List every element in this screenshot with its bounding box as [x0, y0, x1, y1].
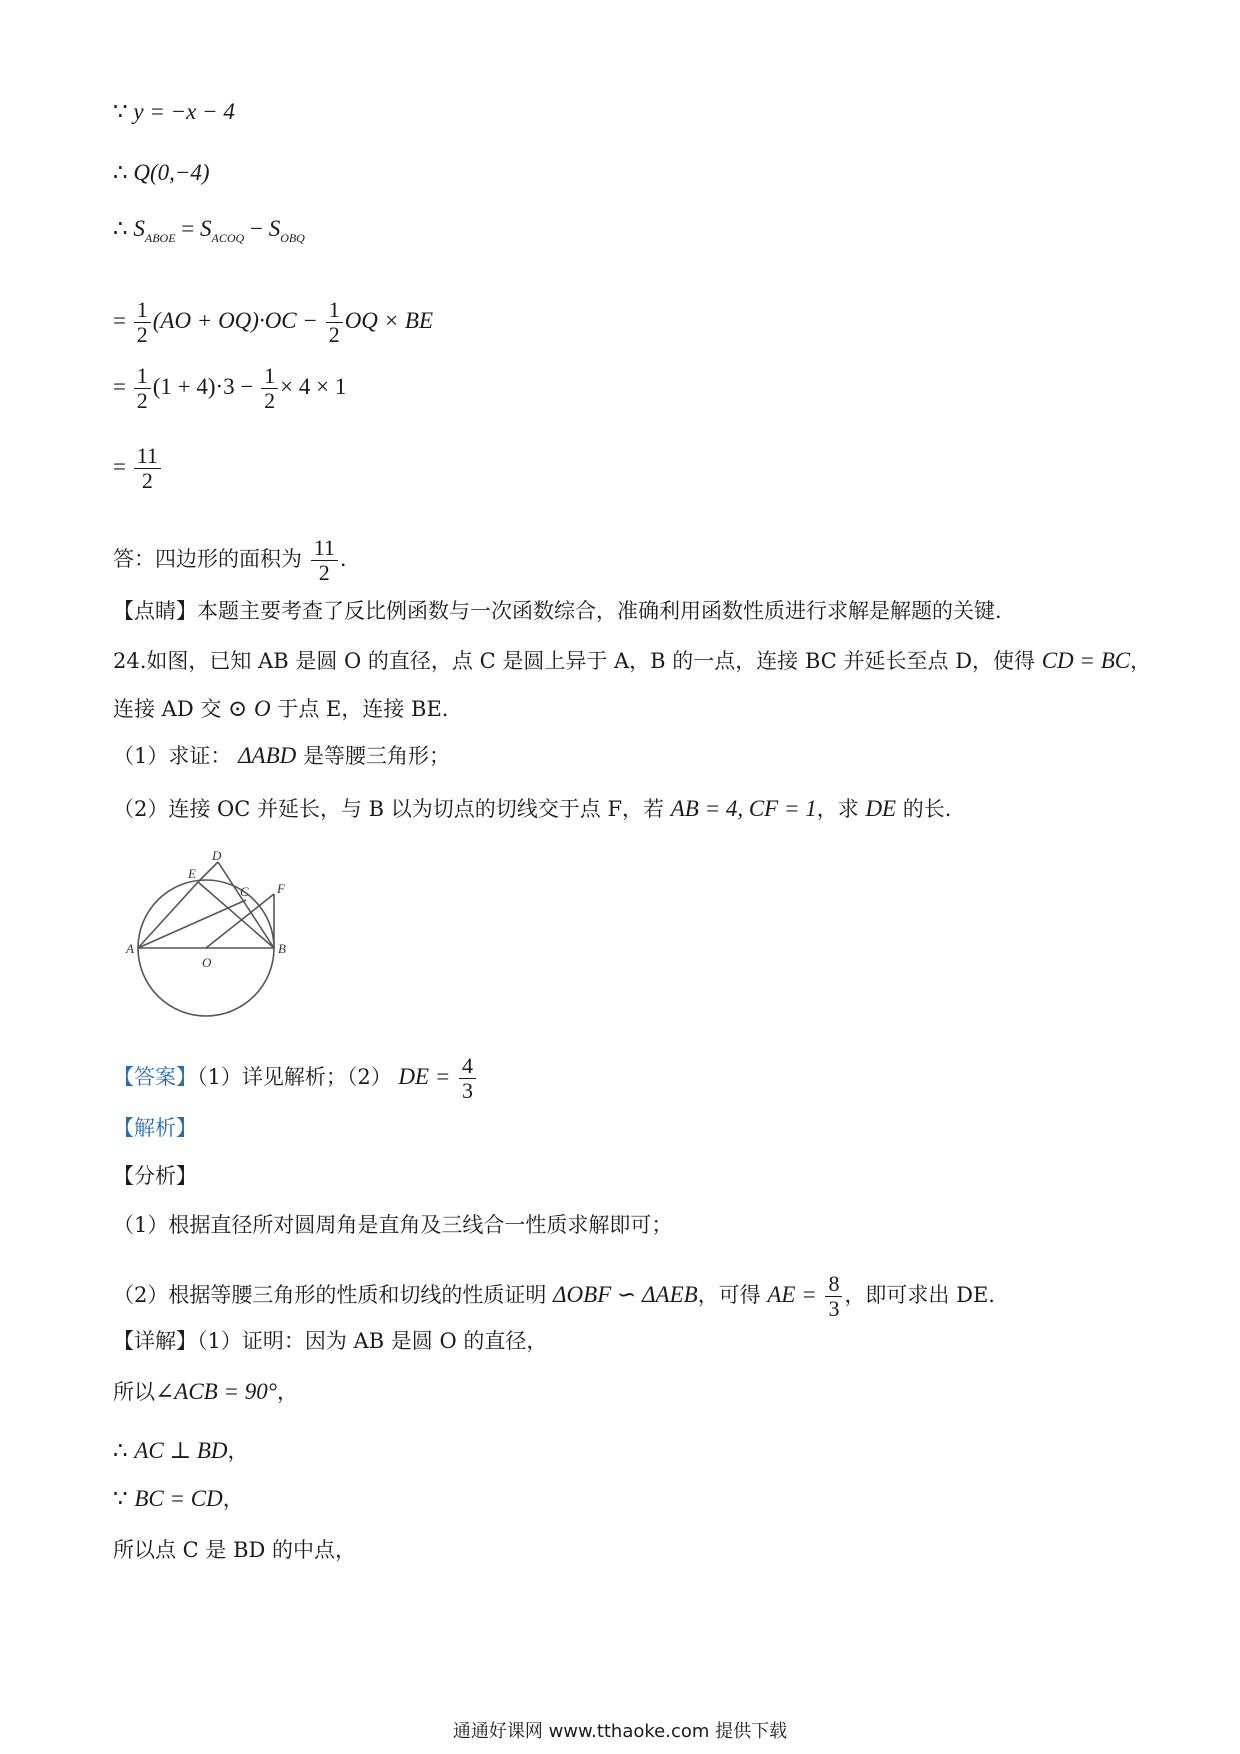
perpendicular: AC ⊥ BD — [134, 1438, 228, 1463]
detail-line-5: 所以点 C 是 BD 的中点， — [113, 1538, 357, 1562]
comment-note: 【点睛】本题主要考查了反比例函数与一次函数综合，准确利用函数性质进行求解是解题的关键. — [113, 599, 1002, 623]
denominator: 2 — [136, 322, 148, 347]
segment-de: DE — [865, 796, 897, 821]
eq-line-2 — [113, 158, 210, 188]
answer-suffix: . — [339, 547, 347, 571]
equals-sign: = — [113, 307, 126, 333]
area-s: S — [268, 216, 281, 241]
geometry-figure — [120, 850, 300, 1030]
circle-name: O — [254, 696, 271, 721]
problem-24-part-2 — [113, 794, 951, 824]
equals-sign: = — [113, 373, 126, 399]
fraction-half — [134, 298, 151, 347]
because-symbol: ∵ — [113, 1486, 128, 1511]
therefore-symbol: ∴ — [113, 160, 128, 185]
numerator: 4 — [459, 1054, 476, 1079]
problem-text: ，求 — [816, 797, 859, 821]
problem-math: CD = BC — [1041, 648, 1131, 673]
detail-line-4 — [113, 1484, 244, 1514]
eq-line-3 — [113, 214, 305, 253]
sub-acoq: ACOQ — [211, 231, 245, 245]
therefore-symbol: ∴ — [113, 1438, 128, 1463]
segment-ed — [198, 862, 218, 882]
point-q: Q(0,−4) — [133, 160, 210, 185]
label-c: C — [240, 884, 249, 899]
denominator: 2 — [136, 388, 148, 413]
fraction-eleven-halves — [134, 444, 161, 493]
area-s: S — [133, 216, 145, 241]
equals-sign: = — [113, 453, 126, 479]
answer-tag: 【答案】 — [113, 1065, 197, 1089]
denominator: 3 — [462, 1078, 474, 1103]
problem-text: 是等腰三角形； — [302, 744, 450, 768]
punct: ， — [276, 1380, 298, 1404]
answer-line — [113, 1054, 478, 1103]
fenxi-text: （2）根据等腰三角形的性质和切线的性质证明 — [113, 1283, 547, 1307]
label-e: E — [188, 866, 196, 881]
angle-acb: ∠ACB = 90° — [155, 1379, 277, 1404]
detail-line-3 — [113, 1436, 249, 1466]
eq-line-5 — [113, 364, 346, 413]
circle-symbol: ⊙ — [228, 696, 248, 721]
fenxi-line-1: （1）根据直径所对圆周角是直角及三线合一性质求解即可； — [113, 1213, 673, 1237]
eq-line-4 — [113, 298, 433, 347]
problem-24-part-1 — [113, 741, 450, 771]
similar-triangles: ΔOBF ∽ ΔAEB — [553, 1282, 698, 1307]
bc-equals-cd: BC = CD — [134, 1486, 223, 1511]
area-s: S — [200, 216, 212, 241]
fenxi-line-2 — [113, 1272, 995, 1321]
label-a: A — [126, 941, 134, 956]
denominator: 2 — [264, 388, 276, 413]
fraction-half — [261, 364, 278, 413]
sub-aboe: ABOE — [144, 231, 176, 245]
numerator: 1 — [261, 364, 278, 389]
ae-equals: AE = — [767, 1282, 817, 1307]
answer-prefix: 答：四边形的面积为 — [113, 547, 302, 571]
analysis-tag: 【解析】 — [113, 1116, 197, 1140]
eq-line-6 — [113, 444, 163, 493]
part-label: （2）连接 OC 并延长，与 B 以为切点的切线交于点 F，若 — [113, 797, 665, 821]
equation-y: y = −x − 4 — [133, 99, 235, 124]
label-o: O — [202, 955, 212, 970]
problem-text: 连接 AD 交 — [113, 697, 222, 721]
problem-24-line-1 — [113, 646, 1151, 676]
detail-line-1 — [113, 1326, 547, 1356]
punct: ， — [227, 1439, 249, 1463]
fenxi-text: ，即可求出 DE. — [844, 1283, 995, 1307]
minus-sign: − — [249, 216, 263, 241]
equals-sign: = — [181, 216, 195, 241]
because-symbol: ∵ — [113, 99, 128, 124]
problem-24-line-2 — [113, 694, 448, 724]
denominator: 2 — [318, 560, 330, 585]
fraction-half — [134, 364, 151, 413]
label-d: D — [212, 850, 222, 863]
fenxi-text: ，可得 — [697, 1283, 761, 1307]
label-b: B — [278, 941, 286, 956]
detail-tag: 【详解】 — [113, 1329, 197, 1353]
fraction-eight-thirds — [825, 1272, 842, 1321]
fenxi-tag: 【分析】 — [113, 1164, 197, 1188]
numerator: 1 — [134, 298, 151, 323]
fraction-half — [326, 298, 343, 347]
problem-text: 的长. — [902, 797, 952, 821]
therefore-symbol-2: ∴ — [113, 216, 128, 241]
given-values: AB = 4, CF = 1 — [670, 796, 817, 821]
footer: 通通好课网 www.tthaoke.com 提供下载 — [452, 1721, 788, 1742]
sub-obq: OBQ — [280, 231, 305, 245]
numerator: 1 — [134, 364, 151, 389]
numerator: 11 — [134, 444, 161, 469]
problem-text: 24.如图，已知 AB 是圆 O 的直径，点 C 是圆上异于 A，B 的一点，连接 BC 并延长至点 D，使得 — [113, 649, 1036, 673]
numerator: 1 — [326, 298, 343, 323]
detail-line-2 — [113, 1377, 298, 1407]
label-f: F — [277, 881, 285, 896]
answer-math: DE = — [398, 1064, 451, 1089]
punct: ， — [222, 1487, 244, 1511]
fraction-eleven-halves — [311, 536, 338, 585]
expr-mid: (AO + OQ)·OC − — [152, 307, 318, 333]
detail-text: 所以 — [113, 1380, 155, 1404]
denominator: 2 — [141, 468, 153, 493]
expr-mid: (1 + 4)·3 − — [152, 373, 254, 399]
triangle-abd: ΔABD — [238, 743, 297, 768]
problem-text: 于点 E，连接 BE. — [277, 697, 449, 721]
denominator: 3 — [828, 1296, 840, 1321]
part-label: （1）求证： — [113, 744, 232, 768]
fraction-four-thirds — [459, 1054, 476, 1103]
expr-tail: × 4 × 1 — [280, 373, 347, 399]
numerator: 11 — [311, 536, 338, 561]
numerator: 8 — [825, 1272, 842, 1297]
eq-line-1 — [113, 97, 235, 127]
segment-eb — [198, 882, 274, 948]
answer-sentence — [113, 536, 347, 585]
detail-text: （1）证明：因为 AB 是圆 O 的直径， — [197, 1329, 548, 1353]
answer-text: （1）详见解析；（2） — [197, 1065, 392, 1089]
expr-tail: OQ × BE — [344, 307, 434, 333]
denominator: 2 — [328, 322, 340, 347]
segment-ac — [138, 900, 246, 948]
punct: ， — [1130, 649, 1152, 673]
segment-db — [218, 862, 274, 948]
